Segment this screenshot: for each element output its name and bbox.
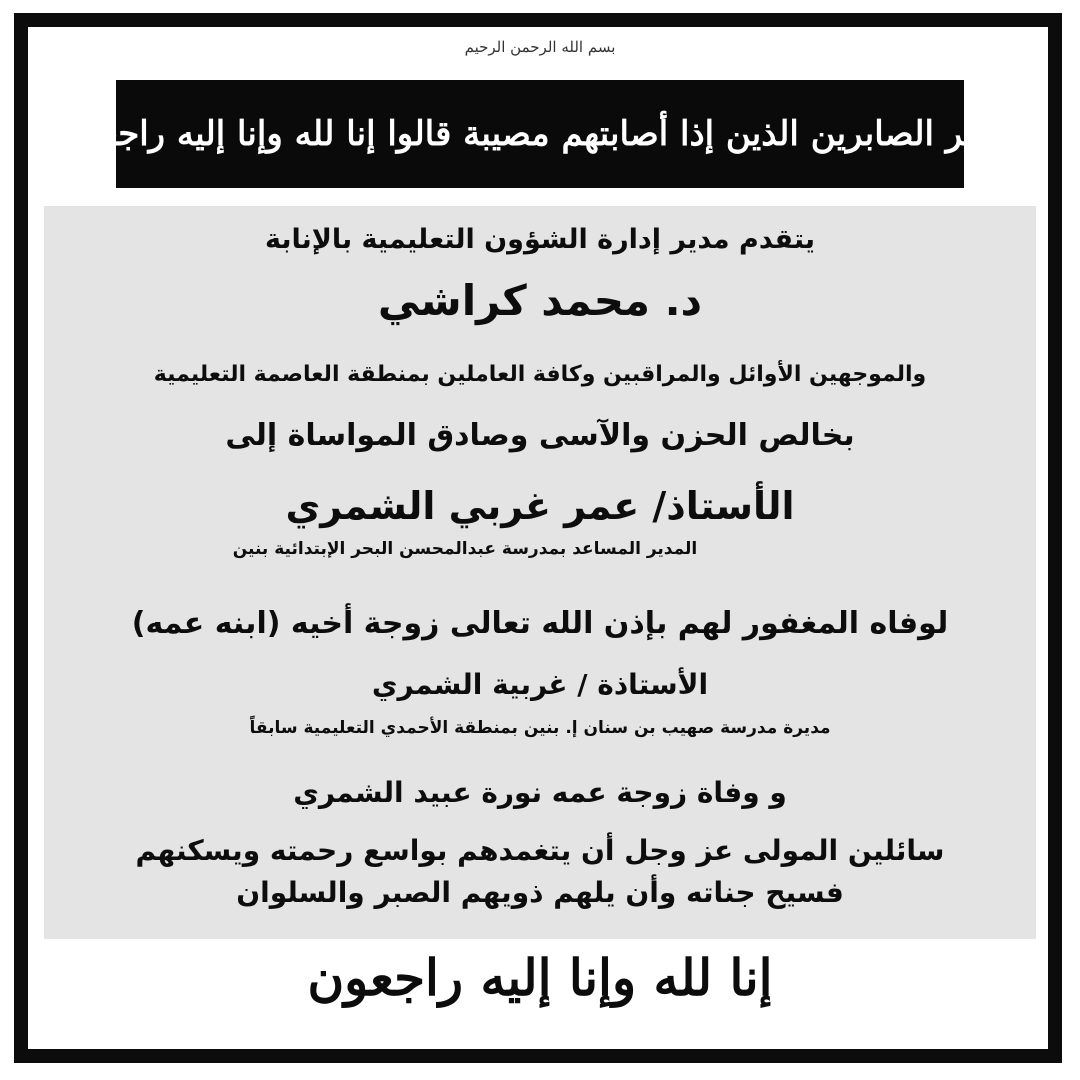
recipient-title: المدير المساعد بمدرسة عبدالمحسن البحر الإبتدائية بنين	[232, 539, 698, 559]
quran-verse-text: وبشر الصابرين الذين إذا أصابتهم مصيبة قالوا إنا لله وإنا إليه راجعون	[59, 114, 1021, 154]
deceased-title: مديرة مدرسة صهيب بن سنان إ. بنين بمنطقة الأحمدي التعليمية سابقاً	[249, 718, 831, 738]
condolence-line: بخالص الحزن والآسى وصادق المواساة إلى	[225, 418, 855, 453]
staff-line: والموجهين الأوائل والمراقبين وكافة العاملين بمنطقة العاصمة التعليمية	[153, 362, 927, 387]
closing-calligraphy: إنا لله وإنا إليه راجعون	[307, 948, 773, 1007]
death-announcement-line: لوفاه المغفور لهم بإذن الله تعالى زوجة أخيه (ابنه عمه)	[131, 606, 949, 641]
prayer-line-1: سائلين المولى عز وجل أن يتغمدهم بواسع رحمته ويسكنهم	[135, 834, 945, 867]
recipient-name: الأستاذ/ عمر غربي الشمري	[285, 484, 795, 528]
basmala-heading: بسم الله الرحمن الرحيم	[464, 38, 616, 56]
intro-line: يتقدم مدير إدارة الشؤون التعليمية بالإنابة	[264, 224, 816, 255]
condolence-panel	[44, 206, 1036, 939]
deceased-name: الأستاذة / غربية الشمري	[371, 668, 709, 701]
prayer-line-2: فسيح جناته وأن يلهم ذويهم الصبر والسلوان	[236, 876, 844, 909]
second-death-line: و وفاة زوجة عمه نورة عبيد الشمري	[293, 776, 787, 809]
quran-verse-banner	[59, 80, 1021, 188]
director-name: د. محمد كراشي	[377, 276, 703, 325]
